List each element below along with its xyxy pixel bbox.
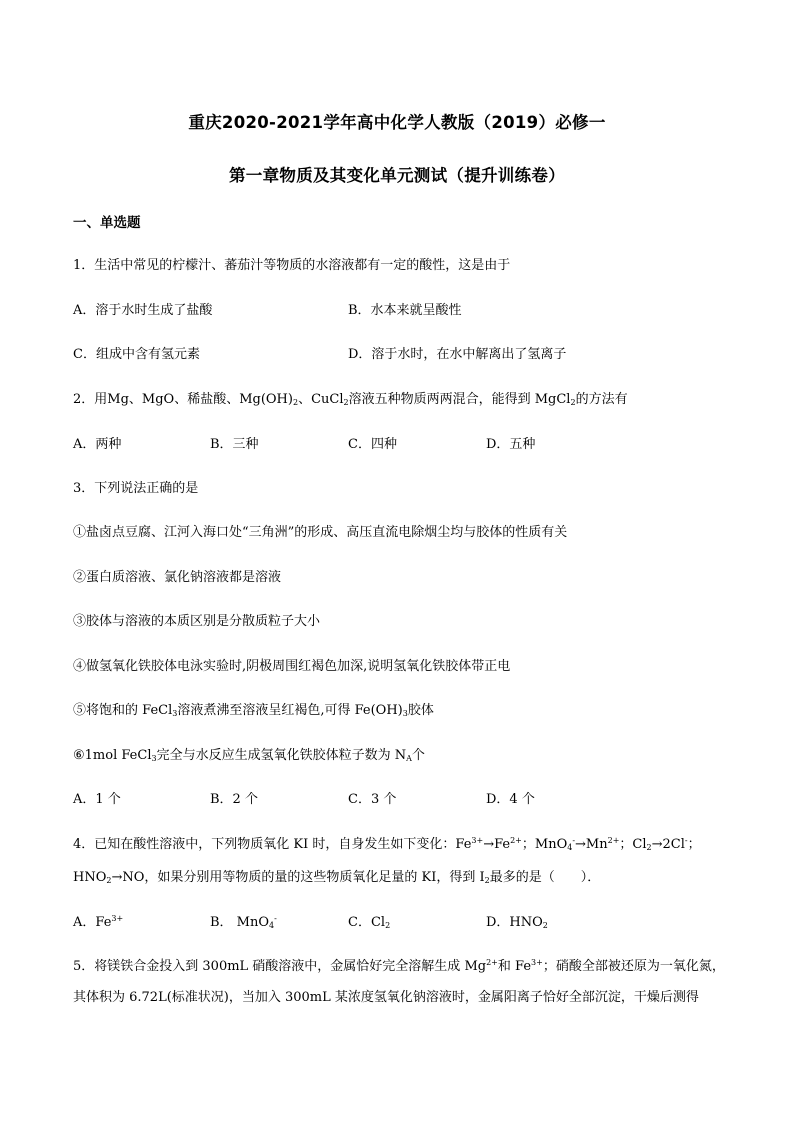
q3-item-5: ⑤将饱和的 FeCl$_3$溶液煮沸至溶液呈红褐色,可得 $Fe(OH)_3$胶体	[73, 703, 434, 718]
q4-option-a: A．$Fe^{3+}$	[73, 914, 124, 930]
q3-stem: 3．下列说法正确的是	[73, 481, 199, 496]
q3-option-c: C．3 个	[348, 792, 397, 807]
q1-option-b: B．水本来就呈酸性	[348, 303, 462, 318]
q5-stem-line-2: 其体积为 6.72L(标准状况)，当加入 300mL 某浓度氢氧化钠溶液时，金属阳离子恰好全部沉淀，干燥后测得	[73, 990, 699, 1005]
q1-option-d: D．溶于水时，在水中解离出了氢离子	[348, 347, 567, 362]
q2-option-d: D．五种	[486, 437, 536, 452]
q1-stem: 1．生活中常见的柠檬汁、蕃茄汁等物质的水溶液都有一定的酸性，这是由于	[73, 258, 511, 273]
title-line-2: 第一章物质及其变化单元测试（提升训练卷）	[229, 166, 565, 185]
q4-option-d: D．$HNO_2$	[486, 915, 548, 930]
q4-stem-line-1: 4．已知在酸性溶液中，下列物质氧化 KI 时，自身发生如下变化：$Fe^{3+}\to Fe^{2+}$；$MnO_4^-\to Mn^{2+}$；$Cl_2\to 2Cl^-$；	[73, 836, 701, 852]
q3-item-4: ④做氢氧化铁胶体电泳实验时,阴极周围红褐色加深,说明氢氧化铁胶体带正电	[73, 659, 511, 674]
q3-item-3: ③胶体与溶液的本质区别是分散质粒子大小	[73, 614, 321, 629]
q3-item-2: ②蛋白质溶液、氯化钠溶液都是溶液	[73, 570, 282, 585]
q3-option-a: A．1 个	[73, 792, 121, 807]
q2-option-b: B．三种	[210, 437, 259, 452]
title-line-1: 重庆2020-2021学年高中化学人教版（2019）必修一	[188, 113, 606, 132]
q4-option-c: C．$Cl_2$	[348, 915, 391, 930]
q1-option-c: C．组成中含有氢元素	[73, 347, 200, 362]
q1-option-a: A．溶于水时生成了盐酸	[73, 303, 213, 318]
section-heading: 一、单选题	[73, 215, 141, 231]
q4-stem-line-2: $HNO_2\to NO$，如果分别用等物质的量的这些物质氧化足量的 KI，得到 $I_2$最多的是（ ）．	[73, 870, 601, 885]
q2-stem: 2．用Mg、MgO、稀盐酸、$Mg(OH)_2$、CuCl$_2$溶液五种物质两两混合，能得到 MgCl$_2$的方法有	[73, 392, 628, 407]
q2-option-c: C．四种	[348, 437, 397, 452]
q3-item-6: ⑥1mol FeCl$_3$完全与水反应生成氢氧化铁胶体粒子数为 $N_A$个	[73, 748, 425, 763]
q5-stem-line-1: 5．将镁铁合金投入到 300mL 硝酸溶液中，金属恰好完全溶解生成 $Mg^{2+}$和 $Fe^{3+}$；硝酸全部被还原为一氧化氮，	[73, 958, 725, 974]
q4-option-b: B． MnO$_4$-	[210, 914, 277, 930]
q2-option-a: A．两种	[73, 437, 122, 452]
q3-item-1: ①盐卤点豆腐、江河入海口处“三角洲”的形成、高压直流电除烟尘均与胶体的性质有关	[73, 525, 568, 540]
q3-option-b: B．2 个	[210, 792, 258, 807]
q3-option-d: D．4 个	[486, 792, 535, 807]
